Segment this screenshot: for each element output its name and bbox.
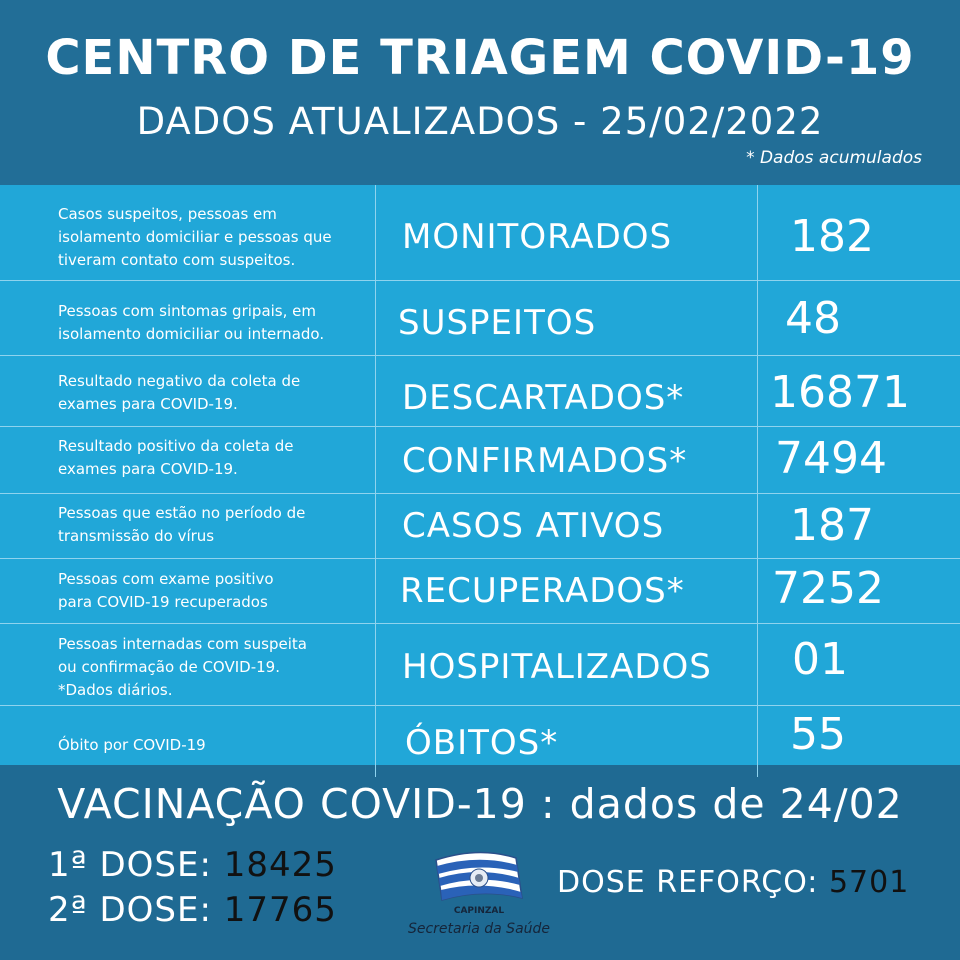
- table-row: [0, 185, 960, 280]
- dose1-label: 1ª DOSE:: [48, 845, 212, 885]
- row-value: 182: [790, 211, 874, 262]
- row-description: Casos suspeitos, pessoas em isolamento domiciliar e pessoas que tiveram contato com suspeitos.: [58, 205, 332, 269]
- stats-table: [0, 185, 960, 765]
- table-row: [0, 705, 960, 766]
- accumulated-note: * Dados acumulados: [746, 148, 922, 168]
- row-description: Pessoas internadas com suspeita ou confirmação de COVID-19. *Dados diários.: [58, 635, 307, 699]
- column-divider: [757, 185, 758, 777]
- capinzal-logo: [404, 848, 554, 948]
- row-value: 7494: [775, 433, 887, 484]
- row-value: 01: [792, 634, 848, 685]
- row-description: Pessoas com sintomas gripais, em isolamento domiciliar ou internado.: [58, 302, 325, 343]
- row-description: Resultado negativo da coleta de exames para COVID-19.: [58, 372, 301, 413]
- logo-name: CAPINZAL: [453, 906, 505, 916]
- row-description: Resultado positivo da coleta de exames para COVID-19.: [58, 437, 294, 478]
- row-value: 48: [785, 293, 841, 344]
- vaccination-title: VACINAÇÃO COVID-19 : dados de 24/02: [57, 780, 903, 828]
- table-row: [0, 426, 960, 494]
- row-label: HOSPITALIZADOS: [402, 647, 712, 687]
- booster-value: 5701: [828, 865, 910, 900]
- booster-dose: [557, 865, 909, 900]
- flag-icon: [404, 848, 554, 908]
- table-row: [0, 280, 960, 356]
- dose2: [48, 890, 337, 930]
- dose2-label: 2ª DOSE:: [48, 890, 212, 930]
- row-label: SUSPEITOS: [398, 303, 597, 343]
- logo-caption: Secretaria da Saúde: [407, 921, 551, 937]
- row-label: RECUPERADOS*: [400, 571, 685, 611]
- row-value: 7252: [772, 563, 884, 614]
- row-label: CASOS ATIVOS: [402, 506, 665, 546]
- dose2-value: 17765: [223, 890, 337, 930]
- row-value: 187: [790, 500, 874, 551]
- row-description: Pessoas com exame positivo para COVID-19 recuperados: [58, 570, 274, 611]
- row-label: DESCARTADOS*: [402, 378, 685, 418]
- table-row: [0, 558, 960, 624]
- row-label: CONFIRMADOS*: [402, 441, 688, 481]
- row-label: MONITORADOS: [402, 217, 673, 257]
- row-label: ÓBITOS*: [405, 723, 559, 763]
- header: [0, 0, 960, 185]
- table-row: [0, 493, 960, 559]
- table-row: [0, 623, 960, 706]
- page-title: CENTRO DE TRIAGEM COVID-19: [45, 30, 915, 86]
- row-description: Pessoas que estão no período de transmissão do vírus: [58, 504, 306, 545]
- dose1-value: 18425: [223, 845, 337, 885]
- row-description: Óbito por COVID-19: [58, 736, 206, 754]
- booster-label: DOSE REFORÇO:: [557, 865, 819, 900]
- column-divider: [375, 185, 376, 777]
- row-value: 55: [790, 709, 846, 760]
- row-value: 16871: [770, 367, 910, 418]
- table-row: [0, 355, 960, 427]
- page-subtitle: DADOS ATUALIZADOS - 25/02/2022: [136, 100, 824, 143]
- dose1: [48, 845, 337, 885]
